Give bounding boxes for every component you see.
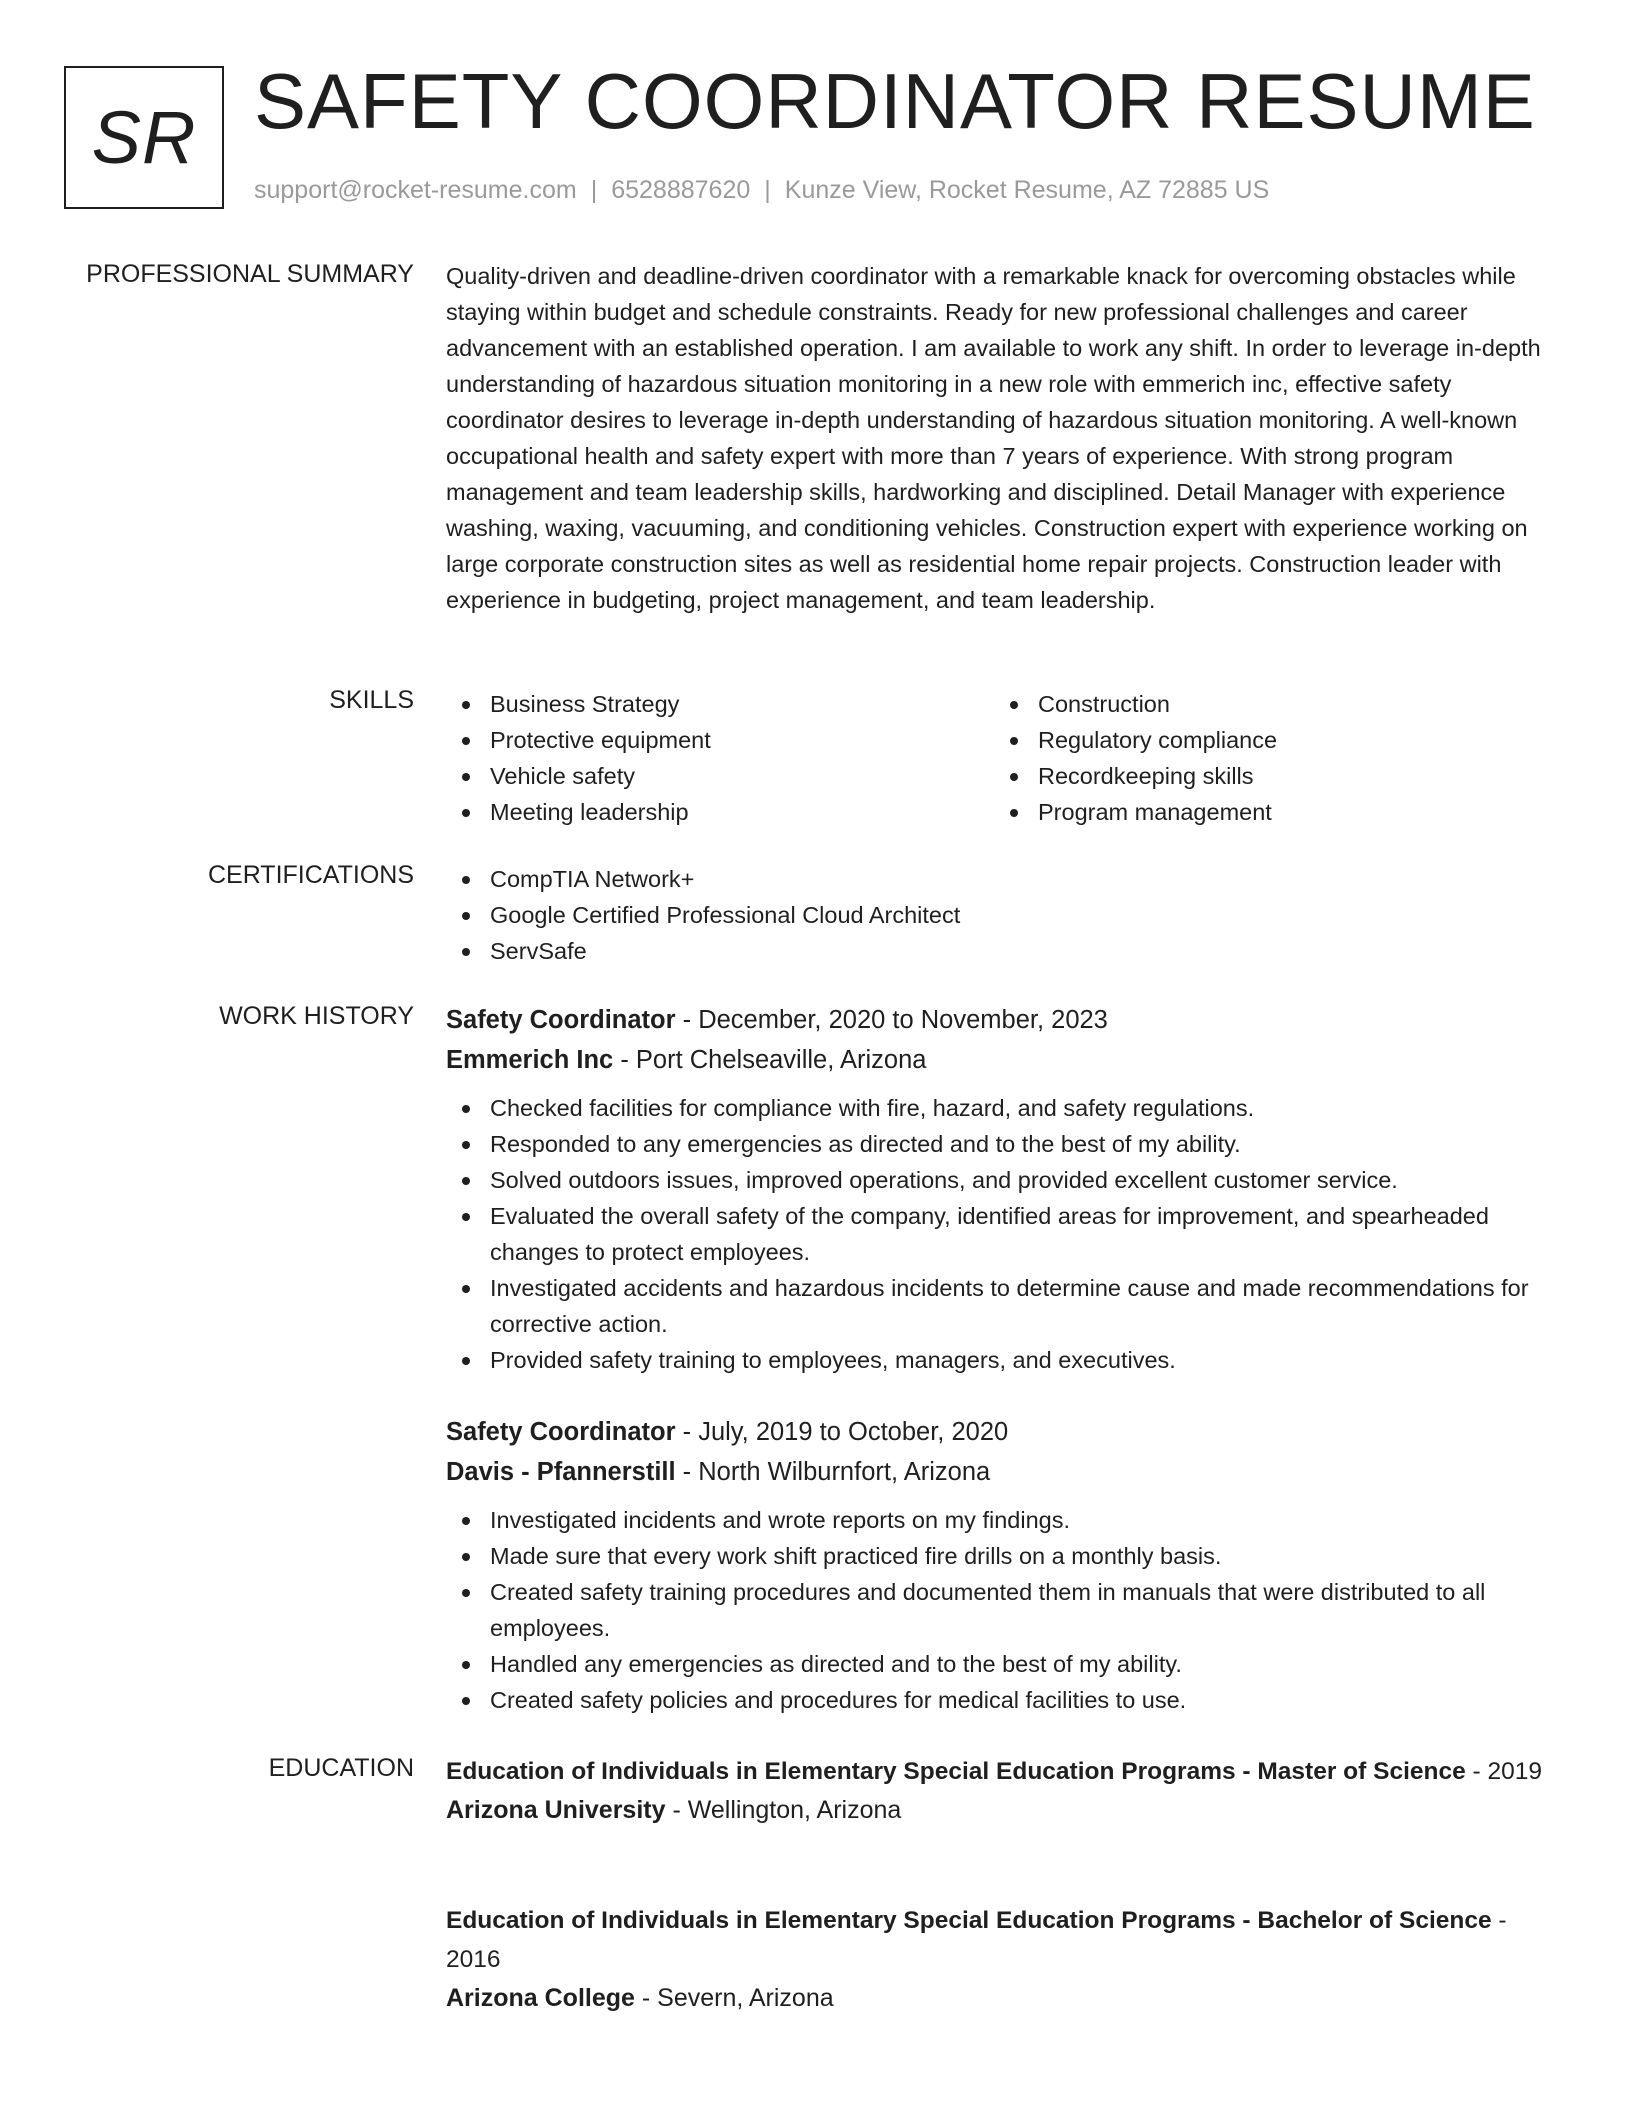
job-entry bbox=[446, 1000, 1556, 1378]
job-bullet: Responded to any emergencies as directed and to the best of my ability. bbox=[446, 1126, 1556, 1162]
education-degree: Education of Individuals in Elementary Special Education Programs - Master of Science bbox=[446, 1758, 1466, 1785]
skills-column-2 bbox=[994, 686, 1542, 830]
section-label-certifications: CERTIFICATIONS bbox=[207, 861, 414, 889]
job-title: Safety Coordinator bbox=[446, 1418, 676, 1446]
education-location: - Severn, Arizona bbox=[634, 1984, 834, 2012]
job-dates: - December, 2020 to November, 2023 bbox=[675, 1006, 1108, 1034]
skill-item: Recordkeeping skills bbox=[994, 758, 1542, 794]
education-school: Arizona College bbox=[446, 1984, 635, 2012]
skill-item: Program management bbox=[994, 794, 1542, 830]
job-bullets bbox=[446, 1090, 1556, 1378]
education-school: Arizona University bbox=[446, 1796, 666, 1824]
certification-item: ServSafe bbox=[446, 933, 1556, 969]
job-title: Safety Coordinator bbox=[446, 1006, 676, 1034]
job-bullet: Checked facilities for compliance with fire, hazard, and safety regulations. bbox=[446, 1090, 1556, 1126]
initials-monogram bbox=[64, 66, 224, 209]
skill-item: Business Strategy bbox=[446, 686, 994, 722]
education-degree: Education of Individuals in Elementary Special Education Programs - Bachelor of Science bbox=[446, 1907, 1492, 1934]
section-label-work-history: WORK HISTORY bbox=[219, 1002, 414, 1030]
job-bullet: Provided safety training to employees, managers, and executives. bbox=[446, 1342, 1556, 1378]
job-title-line bbox=[446, 1412, 1556, 1452]
education-entry bbox=[446, 1752, 1556, 1830]
job-bullet: Solved outdoors issues, improved operations, and provided excellent customer service. bbox=[446, 1162, 1556, 1198]
section-label-skills: SKILLS bbox=[329, 686, 414, 714]
job-bullet: Evaluated the overall safety of the company, identified areas for improvement, and spearheaded changes to protect employees. bbox=[446, 1198, 1556, 1270]
skill-item: Construction bbox=[994, 686, 1542, 722]
job-dates: - July, 2019 to October, 2020 bbox=[675, 1418, 1009, 1446]
education-school-line bbox=[446, 1979, 1556, 2018]
education-entry bbox=[446, 1901, 1556, 2018]
job-entry bbox=[446, 1412, 1556, 1718]
education-degree-line: Education of Individuals in Elementary Special Education Programs - Bachelor of Science - 2016 bbox=[446, 1907, 1507, 1973]
job-location: - Port Chelseaville, Arizona bbox=[613, 1046, 927, 1074]
job-bullet: Handled any emergencies as directed and to the best of my ability. bbox=[446, 1646, 1556, 1682]
job-company: Emmerich Inc bbox=[446, 1046, 614, 1074]
certification-item: CompTIA Network+ bbox=[446, 861, 1556, 897]
contact-line bbox=[254, 176, 1269, 205]
job-bullet: Created safety policies and procedures for medical facilities to use. bbox=[446, 1682, 1556, 1718]
skill-item: Meeting leadership bbox=[446, 794, 994, 830]
skill-item: Protective equipment bbox=[446, 722, 994, 758]
initials-text: SR bbox=[91, 96, 197, 179]
certifications-list bbox=[446, 861, 1556, 969]
summary-text: Quality-driven and deadline-driven coordinator with a remarkable knack for overcoming obstacles while staying within budget and schedule constraints. Ready for new professional challenges and career advancement with an established operation. I am available to work any shift. In order to leverage in-depth understanding of hazardous situation monitoring in a new role with emmerich inc, effective safety coordinator desires to leverage in-depth understanding of hazardous situation monitoring. A well-known occupational health and safety expert with more than 7 years of experience. With strong program management and team leadership skills, hardworking and disciplined. Detail Manager with experience washing, waxing, vacuuming, and conditioning vehicles. Construction expert with experience working on large corporate construction sites as well as residential home repair projects. Construction leader with experience in budgeting, project management, and team leadership. bbox=[446, 263, 1541, 613]
education-degree-line: Education of Individuals in Elementary Special Education Programs - Master of Science - 2019 bbox=[446, 1758, 1543, 1785]
job-bullet: Investigated accidents and hazardous incidents to determine cause and made recommendations for corrective action. bbox=[446, 1270, 1556, 1342]
contact-email[interactable]: support@rocket-resume.com bbox=[254, 176, 577, 204]
contact-separator: | bbox=[590, 176, 598, 204]
section-label-education: EDUCATION bbox=[268, 1754, 414, 1782]
job-title-line bbox=[446, 1000, 1556, 1040]
skill-item: Regulatory compliance bbox=[994, 722, 1542, 758]
job-company-line bbox=[446, 1452, 1556, 1492]
education-year: 2016 bbox=[446, 1946, 501, 1973]
section-label-summary: PROFESSIONAL SUMMARY bbox=[86, 260, 414, 288]
skill-item: Vehicle safety bbox=[446, 758, 994, 794]
skills-list bbox=[446, 686, 1556, 830]
contact-address: Kunze View, Rocket Resume, AZ 72885 US bbox=[784, 176, 1270, 204]
job-company-line bbox=[446, 1040, 1556, 1080]
job-bullet: Investigated incidents and wrote reports on my findings. bbox=[446, 1502, 1556, 1538]
education-year: 2019 bbox=[1487, 1758, 1543, 1785]
certification-item: Google Certified Professional Cloud Architect bbox=[446, 897, 1556, 933]
education-school-line bbox=[446, 1791, 1556, 1830]
job-bullets bbox=[446, 1502, 1556, 1718]
contact-phone[interactable]: 6528887620 bbox=[611, 176, 751, 204]
skills-column-1 bbox=[446, 686, 994, 830]
job-location: - North Wilburnfort, Arizona bbox=[675, 1458, 991, 1486]
job-company: Davis - Pfannerstill bbox=[446, 1458, 676, 1486]
job-bullet: Made sure that every work shift practiced fire drills on a monthly basis. bbox=[446, 1538, 1556, 1574]
education-location: - Wellington, Arizona bbox=[665, 1796, 902, 1824]
job-bullet: Created safety training procedures and documented them in manuals that were distributed to all employees. bbox=[446, 1574, 1556, 1646]
resume-title: SAFETY COORDINATOR RESUME bbox=[254, 57, 1536, 145]
contact-separator: | bbox=[764, 176, 771, 204]
